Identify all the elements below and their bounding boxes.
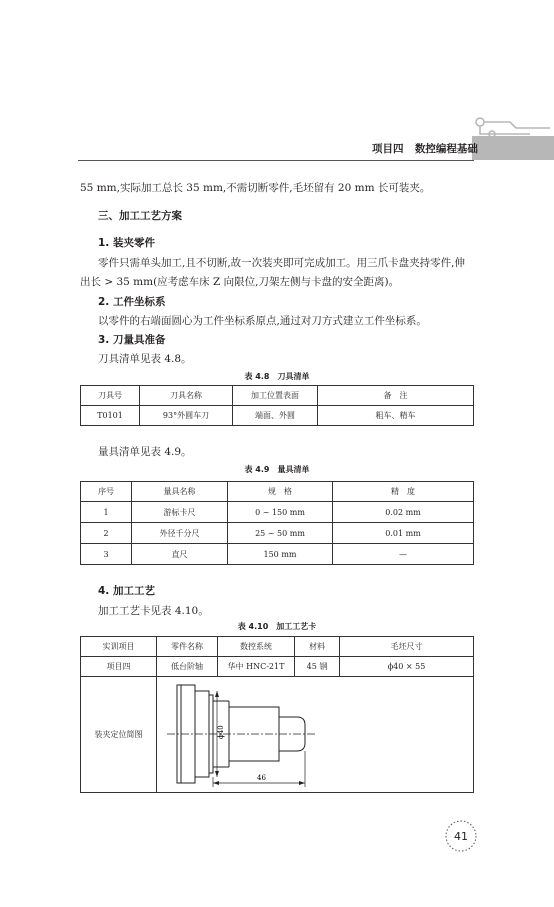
section-heading: 三、加工工艺方案 bbox=[98, 210, 182, 222]
table-row bbox=[81, 406, 474, 426]
subheading-clamping: 1. 装夹零件 bbox=[98, 237, 155, 249]
table-header-cell: 实训项目 bbox=[81, 637, 157, 657]
table-4-10-caption: 表 4.10 加工工艺卡 bbox=[237, 622, 317, 631]
table-header-cell: 刀具名称 bbox=[140, 386, 233, 406]
subheading-tools: 3. 刀量具准备 bbox=[98, 334, 166, 346]
table-header-cell: 规 格 bbox=[228, 482, 333, 502]
table-header-cell: 精 度 bbox=[333, 482, 474, 502]
table-header-cell: 序号 bbox=[81, 482, 132, 502]
table-cell: 0.01 mm bbox=[333, 523, 474, 544]
table-header-cell: 材料 bbox=[295, 637, 340, 657]
page-number-badge bbox=[443, 818, 479, 854]
table-header-cell: 备 注 bbox=[318, 386, 474, 406]
header-title: 数控编程基础 bbox=[414, 143, 478, 155]
diameter-label: ϕ40 bbox=[217, 725, 225, 739]
table-cell: 2 bbox=[81, 523, 132, 544]
table-4-9-caption: 表 4.9 量具清单 bbox=[244, 465, 310, 474]
table-cell: 45 钢 bbox=[295, 657, 340, 677]
tool-list-table bbox=[80, 385, 474, 426]
header-rule bbox=[78, 160, 474, 161]
header-decoration bbox=[470, 112, 554, 142]
table-cell: 项目四 bbox=[81, 657, 157, 677]
table-cell: 端面、外圆 bbox=[233, 406, 318, 426]
table-cell: 3 bbox=[81, 544, 132, 565]
subheading-coordinate: 2. 工件坐标系 bbox=[98, 296, 166, 308]
table-cell: 0.02 mm bbox=[333, 502, 474, 523]
table-cell: 150 mm bbox=[228, 544, 333, 565]
clamping-diagram-cell bbox=[157, 677, 474, 793]
table-cell: 直尺 bbox=[132, 544, 228, 565]
table-cell: 93°外圆车刀 bbox=[140, 406, 233, 426]
paragraph-tool-list: 刀具清单见表 4.8。 bbox=[98, 353, 192, 365]
table-cell: 1 bbox=[81, 502, 132, 523]
table-cell: 25 ~ 50 mm bbox=[228, 523, 333, 544]
subheading-process: 4. 加工工艺 bbox=[98, 585, 155, 597]
table-row bbox=[81, 544, 474, 565]
table-cell: 粗车、精车 bbox=[318, 406, 474, 426]
gauge-list-table bbox=[80, 481, 474, 565]
table-header-cell: 毛坯尺寸 bbox=[340, 637, 474, 657]
header-project: 项目四 bbox=[372, 143, 404, 155]
table-header-row bbox=[81, 637, 474, 657]
table-header-cell: 零件名称 bbox=[157, 637, 218, 657]
paragraph-coordinate: 以零件的右端面圆心为工件坐标系原点,通过对刀方式建立工件坐标系。 bbox=[98, 315, 427, 327]
table-cell: 0 ~ 150 mm bbox=[228, 502, 333, 523]
table-header-cell: 加工位置表面 bbox=[233, 386, 318, 406]
table-row bbox=[81, 677, 474, 793]
intro-text: 55 mm,实际加工总长 35 mm,不需切断零件,毛坯留有 20 mm 长可装夹。 bbox=[80, 182, 431, 194]
table-header-row bbox=[81, 386, 474, 406]
table-row bbox=[81, 523, 474, 544]
running-header bbox=[372, 141, 478, 156]
table-cell: 低台阶轴 bbox=[157, 657, 218, 677]
table-cell: T0101 bbox=[81, 406, 140, 426]
diagram-label-cell: 装夹定位简图 bbox=[81, 677, 157, 793]
table-cell: ϕ40 × 55 bbox=[340, 657, 474, 677]
table-header-cell: 量具名称 bbox=[132, 482, 228, 502]
table-cell: — bbox=[333, 544, 474, 565]
page-number: 41 bbox=[454, 830, 468, 843]
paragraph-clamping-1: 零件只需单头加工,且不切断,故一次装夹即可完成加工。用三爪卡盘夹持零件,伸 bbox=[98, 257, 466, 269]
table-header-row bbox=[81, 482, 474, 502]
paragraph-process-card: 加工工艺卡见表 4.10。 bbox=[98, 605, 209, 617]
clamping-diagram bbox=[157, 677, 473, 792]
table-header-cell: 刀具号 bbox=[81, 386, 140, 406]
paragraph-gauge-list: 量具清单见表 4.9。 bbox=[98, 446, 192, 458]
process-card-table bbox=[80, 636, 474, 793]
paragraph-clamping-2: 出长 > 35 mm(应考虑车床 Z 向限位,刀架左侧与卡盘的安全距离)。 bbox=[80, 276, 400, 288]
table-cell: 外径千分尺 bbox=[132, 523, 228, 544]
table-4-8-caption: 表 4.8 刀具清单 bbox=[244, 372, 310, 381]
length-label: 46 bbox=[257, 774, 266, 782]
table-row bbox=[81, 502, 474, 523]
table-cell: 游标卡尺 bbox=[132, 502, 228, 523]
table-row bbox=[81, 657, 474, 677]
table-header-cell: 数控系统 bbox=[218, 637, 295, 657]
table-cell: 华中 HNC-21T bbox=[218, 657, 295, 677]
